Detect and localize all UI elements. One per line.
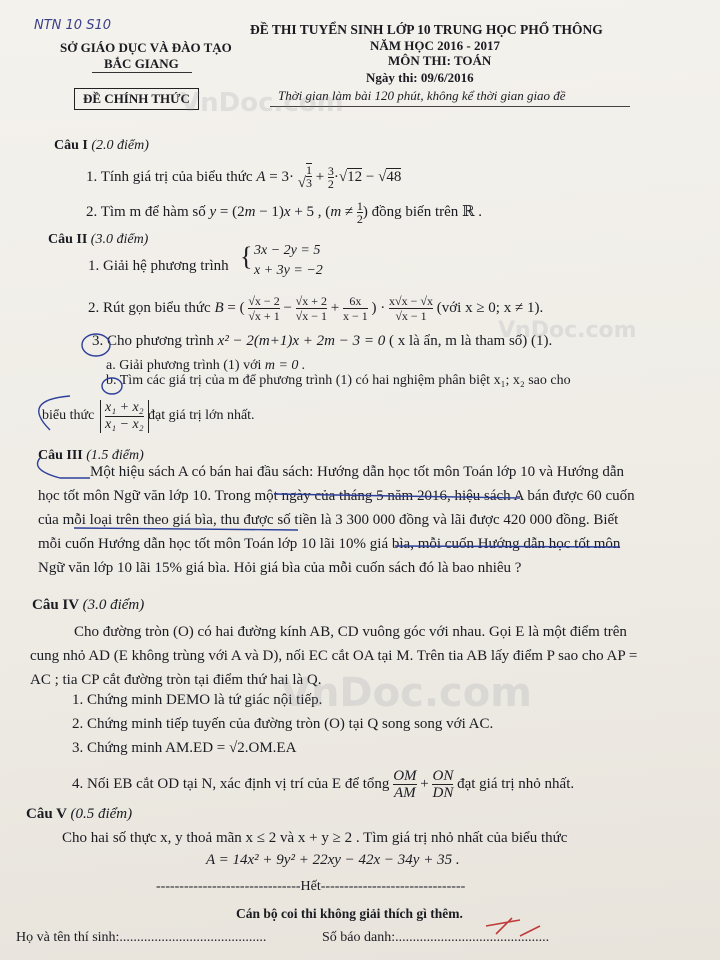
- q2-part3b-label: biểu thức: [42, 408, 95, 423]
- q3-body: Một hiệu sách A có bán hai đầu sách: Hướng dẫn học tốt môn Toán lớp 10 và Hướng dẫn học tốt môn Ngữ văn lớp 10. Trong một ngày của tháng 5 năm 2016, hiệu sách A bán được 60 cuốn của mỗi loại trên theo giá bìa, thu được số tiền là 3 300 000 đồng và lãi được 420 000 đồng. Biết mỗi cuốn Hướng dẫn học tốt môn Toán lớp 10 lãi 10% giá bìa, mỗi cuốn Hướng dẫn học tốt môn Ngữ văn lớp 10 lãi 15% giá bìa. Hỏi giá bìa của mỗi cuốn sách đó là bao nhiêu ?: [38, 464, 635, 576]
- q4-heading: Câu IV (3.0 điểm): [32, 597, 145, 613]
- underline-mark-3: [395, 546, 620, 547]
- hook-mark-q3: [38, 458, 91, 478]
- q1-part2: 2. Tìm m để hàm số y = (2m − 1)x + 5 , (m ≠ 1 2) đồng biến trên ℝ .: [86, 199, 483, 226]
- q2-heading: Câu II (3.0 điểm): [48, 232, 149, 247]
- red-signature-mark: [486, 918, 540, 936]
- underline-mark-2: [74, 528, 298, 530]
- time-allowed: Thời gian làm bài 120 phút, không kể thời gian giao đề: [278, 88, 566, 103]
- proctor-note: Cán bộ coi thi không giải thích gì thêm.: [236, 906, 463, 921]
- official-exam-box: ĐỀ CHÍNH THỨC: [74, 88, 199, 110]
- q2-eq1: 3x − 2y = 5: [254, 243, 321, 258]
- exam-date: Ngày thi: 09/6/2016: [366, 70, 474, 85]
- q3-heading: Câu III (1.5 điểm): [38, 448, 144, 463]
- watermark-2: VnDoc.com: [280, 670, 532, 716]
- circle-mark-3: [82, 334, 110, 356]
- watermark-1: VnDoc.com: [498, 318, 637, 343]
- q5-expression: A = 14x² + 9y² + 22xy − 42x − 34y + 35 .: [206, 852, 460, 868]
- watermark-3: VnDoc.com: [180, 88, 344, 118]
- handwritten-note: NTN 10 S10: [34, 18, 111, 33]
- q4-body: Cho đường tròn (O) có hai đường kính AB, CD vuông góc với nhau. Gọi E là một điểm trên cung nhỏ AD (E không trùng với A và D), nối EC cắt OA tại M. Trên tia AB lấy điểm P sao cho AP = AC ; tia CP cắt đường tròn tại điểm thứ hai là Q.: [30, 624, 638, 688]
- q2-expression: x₁ + x₂ x₁ − x₂: [100, 400, 149, 433]
- department-name: SỞ GIÁO DỤC VÀ ĐÀO TẠO: [60, 40, 232, 55]
- q1-heading: Câu I (2.0 điểm): [54, 138, 149, 153]
- candidate-number-field: Số báo danh:............................................: [322, 930, 550, 945]
- q2-part3b: b. Tìm các giá trị của m để phương trình (1) có hai nghiệm phân biệt x₁; x₂ sao cho: [106, 373, 571, 388]
- q4-item3: 3. Chứng minh AM.ED = √2.OM.EA: [72, 740, 297, 756]
- bracket-mark: [39, 396, 70, 430]
- q5-body: Cho hai số thực x, y thoả mãn x ≤ 2 và x + y ≥ 2 . Tìm giá trị nhỏ nhất của biểu thức: [62, 830, 568, 846]
- school-year: NĂM HỌC 2016 - 2017: [370, 38, 500, 53]
- q4-item1: 1. Chứng minh DEMO là tứ giác nội tiếp.: [72, 692, 323, 708]
- q4-item2: 2. Chứng minh tiếp tuyến của đường tròn (O) tại Q song song với AC.: [72, 716, 494, 732]
- candidate-name-field: Họ và tên thí sinh:..........................................: [16, 930, 267, 945]
- subject: MÔN THI: TOÁN: [388, 53, 492, 68]
- end-marker: -------------------------------Hết-------------------------------: [156, 879, 466, 894]
- q2-part3b-tail: đạt giá trị lớn nhất.: [148, 408, 255, 423]
- q2-part3: 3. Cho phương trình x² − 2(m+1)x + 2m − 3 = 0 ( x là ẩn, m là tham số) (1).: [92, 333, 553, 349]
- exam-title: ĐỀ THI TUYỂN SINH LỚP 10 TRUNG HỌC PHỔ THÔNG: [250, 22, 603, 37]
- q5-heading: Câu V (0.5 điểm): [26, 806, 133, 822]
- q2-part3a: a. Giải phương trình (1) với m = 0 .: [106, 358, 306, 373]
- q2-part2: 2. Rút gọn biểu thức B = ( √x − 2 √x + 1 − √x + 2 √x − 1 + 6x x − 1 ) · x√x − √x √x − 1 (với x ≥ 0; x ≠ 1).: [88, 294, 544, 323]
- q2-part1: 1. Giải hệ phương trình: [88, 258, 229, 274]
- brace-icon: {: [240, 242, 253, 271]
- q2-eq2: x + 3y = −2: [254, 263, 323, 278]
- province-name: BẮC GIANG: [104, 56, 179, 71]
- q4-item4: 4. Nối EB cắt OD tại N, xác định vị trí của E để tổng OM AM + ON DN đạt giá trị nhỏ nhất.: [72, 768, 575, 801]
- q1-part1: 1. Tính giá trị của biểu thức A = 3· √ 1 3 + 3 2·√12 − √48: [86, 163, 402, 191]
- circle-mark-b: [102, 378, 122, 394]
- underline-mark-1: [274, 494, 520, 498]
